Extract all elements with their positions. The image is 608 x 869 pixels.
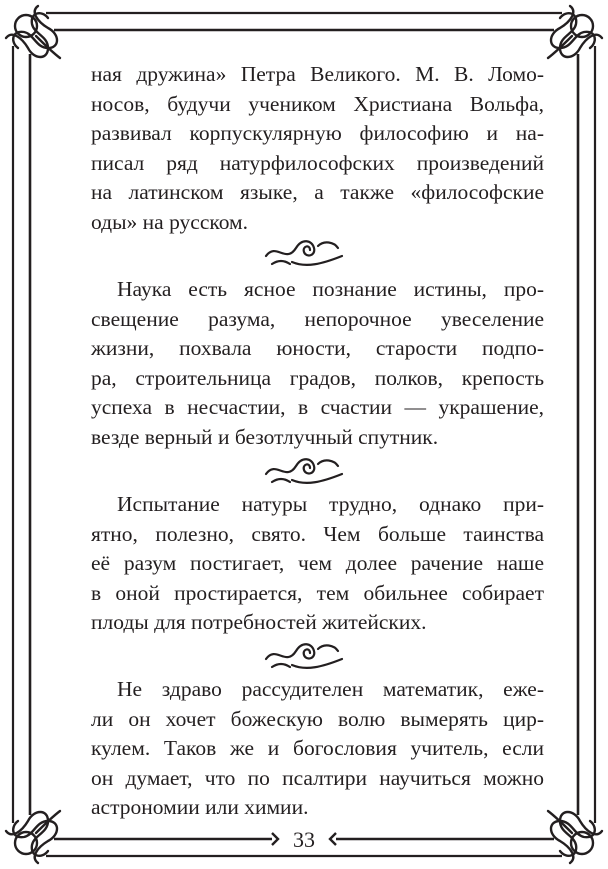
text-line: ная дружина» Петра Великого. М. В. Ломо- <box>91 62 544 86</box>
paragraph-3 <box>91 490 544 638</box>
text-line: жизни, похвала юности, старости подпо- <box>91 336 544 360</box>
text-line: развивал корпускулярную философию и на- <box>91 121 544 145</box>
text-line: в оной простирается, тем обильнее собирает <box>91 580 544 605</box>
text-line: её разум постигает, чем долее рачение наше <box>91 551 544 575</box>
text-line: носов, будучи учеником Христиана Вольфа, <box>91 91 544 116</box>
swirl-ornament-icon <box>262 637 346 671</box>
text-line: ра, строительница градов, полков, крепость <box>91 365 544 390</box>
text-line: успеха в несчастии, в счастии — украшение, <box>91 395 544 419</box>
text-line: Не здраво рассудителен математик, еже- <box>117 677 544 701</box>
text-line: кулем. Таков же и богословия учитель, если <box>91 736 544 760</box>
paragraph-4 <box>91 675 544 823</box>
swirl-ornament-icon <box>262 234 346 268</box>
text-line: ятно, полезно, свято. Чем больше таинства <box>91 521 544 546</box>
text-line: оды» на русском. <box>91 209 249 234</box>
text-line: он думает, что по псалтири научиться можно <box>91 765 544 790</box>
text-line: свещение разума, непорочное увеселение <box>91 306 544 331</box>
text-line: на латинском языке, а также «философские <box>91 180 544 204</box>
text-line: везде верный и безотлучный спутник. <box>91 424 439 449</box>
swirl-ornament-icon <box>262 452 346 486</box>
text-line: ли он хочет божескую волю вымерять цир- <box>91 706 544 731</box>
text-line: Наука есть ясное познание истины, про- <box>117 277 544 301</box>
text-line: астрономии или химии. <box>91 795 309 819</box>
text-line: писал ряд натурфилософских произведений <box>91 150 544 175</box>
text-line: плоды для потребностей житейских. <box>91 610 427 634</box>
paragraph-1 <box>91 60 544 237</box>
text-line: Испытание натуры трудно, однако при- <box>117 492 544 516</box>
page-number: 33 <box>293 827 315 852</box>
paragraph-2 <box>91 275 544 452</box>
